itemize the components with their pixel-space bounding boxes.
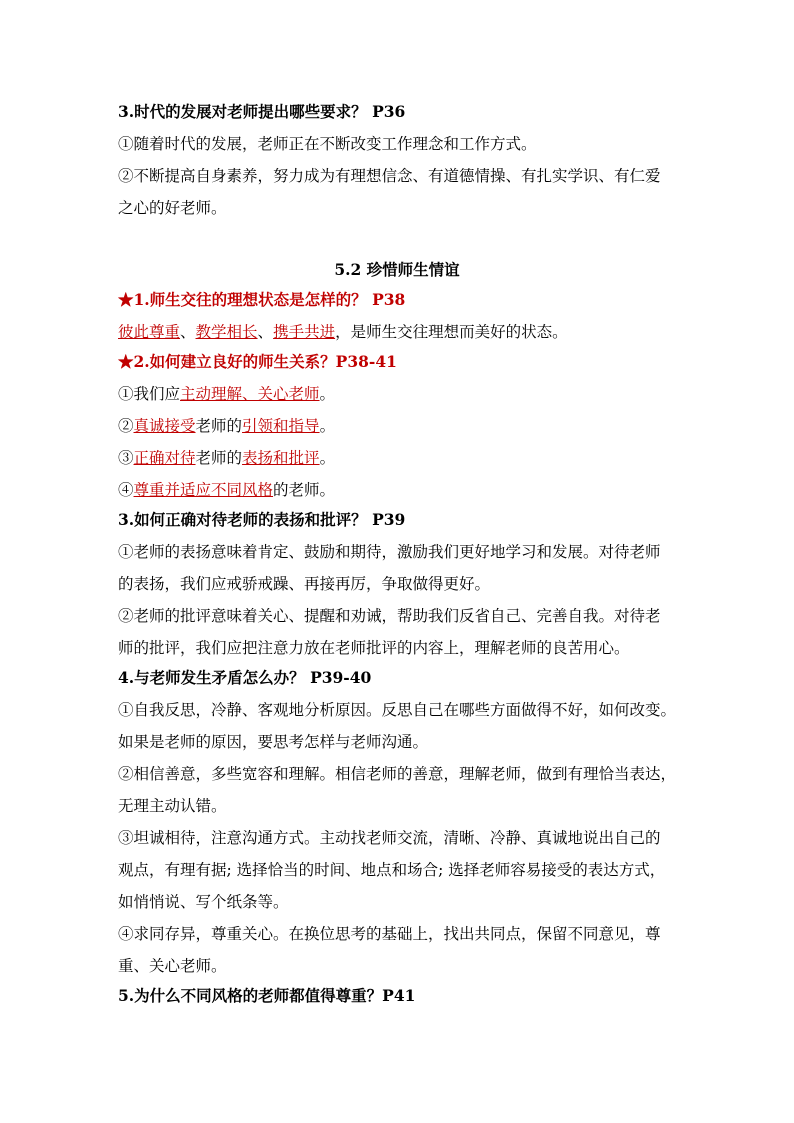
section-question-4-answer-4-line-1: ④求同存异，尊重关心。在换位思考的基础上，找出共同点，保留不同意见，尊 <box>118 925 661 943</box>
section-title: 5.2 珍惜师生情谊 <box>334 260 460 279</box>
section-question-3-heading: 3.如何正确对待老师的表扬和批评？ P39 <box>118 510 406 529</box>
section-question-2-item-1 <box>118 384 698 404</box>
section-question-3-answer-1-line-2: 的表扬，我们应戒骄戒躁、再接再厉，争取做得更好。 <box>118 575 491 593</box>
item-prefix: ①我们应 <box>118 385 181 403</box>
section-question-3-answer-1-line-1: ①老师的表扬意味着肯定、鼓励和期待，激励我们更好地学习和发展。对待老师 <box>118 543 661 561</box>
section-question-4-answer-2-line-2: 无理主动认错。 <box>118 797 227 815</box>
section-question-3-answer-2-line-2: 师的批评，我们应把注意力放在老师批评的内容上，理解老师的良苦用心。 <box>118 639 630 657</box>
separator: 、 <box>257 323 274 341</box>
item-suffix: 。 <box>319 449 336 467</box>
section-question-4-heading: 4.与老师发生矛盾怎么办？ P39-40 <box>118 668 372 687</box>
question-3-answer-2-line-2: 之心的好老师。 <box>118 199 227 217</box>
section-question-2-item-3 <box>118 448 698 468</box>
key-phrase: 彼此尊重 <box>118 323 181 341</box>
key-phrase: 表扬和批评 <box>242 449 320 467</box>
section-question-1-answer <box>118 322 698 342</box>
section-question-4-answer-2-line-1: ②相信善意，多些宽容和理解。相信老师的善意，理解老师，做到有理恰当表达， <box>118 765 677 783</box>
item-text: 老师的 <box>195 417 243 435</box>
key-phrase: 引领和指导 <box>242 417 320 435</box>
section-question-4-answer-3-line-2: 观点，有理有据; 选择恰当的时间、地点和场合; 选择老师容易接受的表达方式， <box>118 861 666 879</box>
answer-text: ，是师生交往理想而美好的状态。 <box>335 323 568 341</box>
section-question-4-answer-3-line-3: 如悄悄说、写个纸条等。 <box>118 893 289 911</box>
section-question-4-answer-1-line-1: ①自我反思，冷静、客观地分析原因。反思自己在哪些方面做得不好，如何改变。 <box>118 701 677 719</box>
key-phrase: 真诚接受 <box>133 417 196 435</box>
section-question-2-heading: ★2.如何建立良好的师生关系？P38-41 <box>118 352 397 371</box>
question-3-answer-1: ①随着时代的发展，老师正在不断改变工作理念和工作方式。 <box>118 135 537 153</box>
item-prefix: ② <box>118 417 134 435</box>
key-phrase: 教学相长 <box>195 323 258 341</box>
item-text: 老师的 <box>195 449 243 467</box>
question-3-heading: 3.时代的发展对老师提出哪些要求？ P36 <box>118 102 406 121</box>
key-phrase: 正确对待 <box>133 449 196 467</box>
item-suffix: 。 <box>319 417 336 435</box>
section-question-2-item-4 <box>118 480 698 500</box>
section-question-4-answer-1-line-2: 如果是老师的原因，要思考怎样与老师沟通。 <box>118 733 429 751</box>
section-question-3-answer-2-line-1: ②老师的批评意味着关心、提醒和劝诫，帮助我们反省自己、完善自我。对待老 <box>118 607 661 625</box>
section-question-1-heading: ★1.师生交往的理想状态是怎样的？ P38 <box>118 290 406 309</box>
key-phrase: 携手共进 <box>273 323 336 341</box>
key-phrase: 尊重并适应不同风格 <box>133 481 274 499</box>
item-prefix: ③ <box>118 449 134 467</box>
section-question-4-answer-4-line-2: 重、关心老师。 <box>118 957 227 975</box>
question-3-answer-2-line-1: ②不断提高自身素养，努力成为有理想信念、有道德情操、有扎实学识、有仁爱 <box>118 167 661 185</box>
item-prefix: ④ <box>118 481 134 499</box>
key-phrase: 主动理解、关心老师 <box>180 385 320 403</box>
section-question-2-item-2 <box>118 416 698 436</box>
item-suffix: 。 <box>319 385 336 403</box>
section-question-5-heading: 5.为什么不同风格的老师都值得尊重？P41 <box>118 986 416 1005</box>
item-suffix: 的老师。 <box>273 481 336 499</box>
separator: 、 <box>180 323 196 341</box>
section-question-4-answer-3-line-1: ③坦诚相待，注意沟通方式。主动找老师交流，清晰、冷静、真诚地说出自己的 <box>118 829 661 847</box>
